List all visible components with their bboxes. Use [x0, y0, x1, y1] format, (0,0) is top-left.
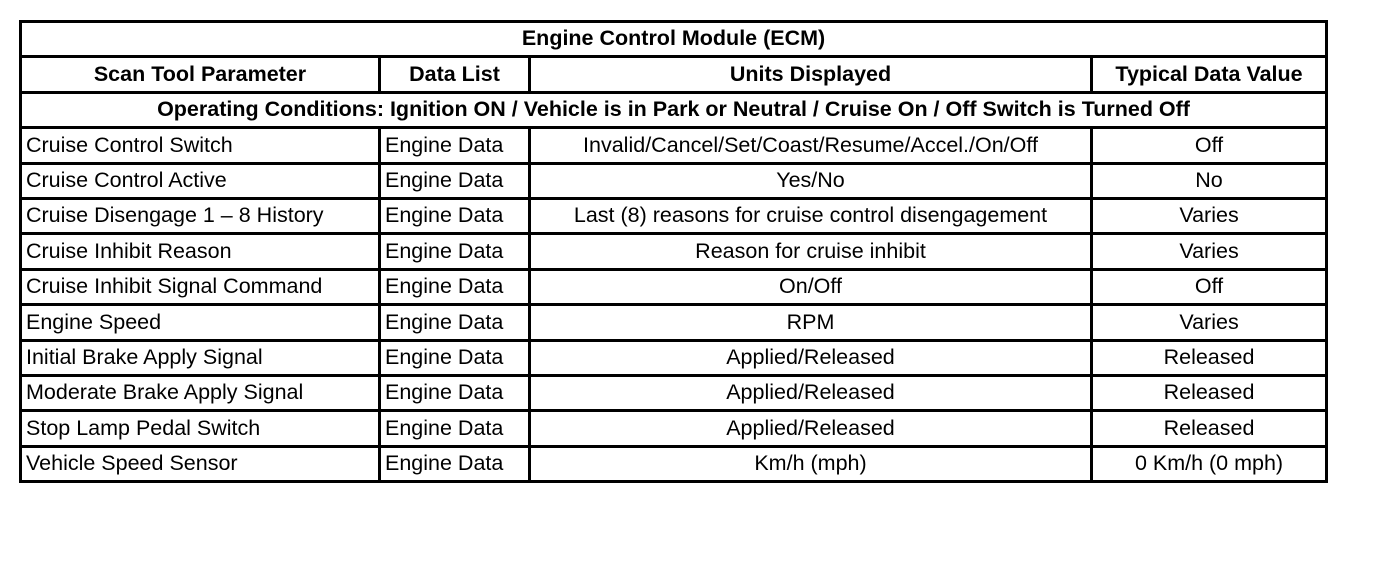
units-cell: Applied/Released	[530, 340, 1092, 375]
parameter-cell: Initial Brake Apply Signal	[21, 340, 380, 375]
header-row	[21, 57, 1327, 92]
typical-value-cell: Varies	[1092, 198, 1327, 233]
typical-value-cell: Off	[1092, 128, 1327, 163]
parameter-cell: Cruise Control Active	[21, 163, 380, 198]
table-row	[21, 269, 1327, 304]
title-row	[21, 22, 1327, 57]
table-row	[21, 305, 1327, 340]
data-list-cell: Engine Data	[380, 234, 530, 269]
parameter-cell: Cruise Inhibit Signal Command	[21, 269, 380, 304]
data-list-cell: Engine Data	[380, 128, 530, 163]
parameter-cell: Cruise Disengage 1 – 8 History	[21, 198, 380, 233]
typical-value-cell: 0 Km/h (0 mph)	[1092, 446, 1327, 481]
typical-value-cell: Varies	[1092, 305, 1327, 340]
units-cell: Yes/No	[530, 163, 1092, 198]
typical-value-cell: Off	[1092, 269, 1327, 304]
table-body	[21, 128, 1327, 482]
table-title: Engine Control Module (ECM)	[21, 22, 1327, 57]
conditions-row	[21, 92, 1327, 127]
units-cell: Invalid/Cancel/Set/Coast/Resume/Accel./On/Off	[530, 128, 1092, 163]
units-cell: Applied/Released	[530, 375, 1092, 410]
table-row	[21, 446, 1327, 481]
data-list-cell: Engine Data	[380, 163, 530, 198]
ecm-data-table	[19, 20, 1328, 483]
data-list-cell: Engine Data	[380, 446, 530, 481]
operating-conditions: Operating Conditions: Ignition ON / Vehicle is in Park or Neutral / Cruise On / Off Switch is Turned Off	[21, 92, 1327, 127]
units-cell: Km/h (mph)	[530, 446, 1092, 481]
units-cell: Reason for cruise inhibit	[530, 234, 1092, 269]
data-list-cell: Engine Data	[380, 305, 530, 340]
units-cell: Applied/Released	[530, 411, 1092, 446]
table-row	[21, 128, 1327, 163]
parameter-cell: Moderate Brake Apply Signal	[21, 375, 380, 410]
data-list-cell: Engine Data	[380, 340, 530, 375]
table-row	[21, 411, 1327, 446]
units-cell: RPM	[530, 305, 1092, 340]
units-cell: On/Off	[530, 269, 1092, 304]
data-list-cell: Engine Data	[380, 411, 530, 446]
header-typical-data-value: Typical Data Value	[1092, 57, 1327, 92]
typical-value-cell: Varies	[1092, 234, 1327, 269]
table-row	[21, 198, 1327, 233]
header-scan-tool-parameter: Scan Tool Parameter	[21, 57, 380, 92]
parameter-cell: Engine Speed	[21, 305, 380, 340]
header-data-list: Data List	[380, 57, 530, 92]
data-list-cell: Engine Data	[380, 375, 530, 410]
parameter-cell: Vehicle Speed Sensor	[21, 446, 380, 481]
table-row	[21, 340, 1327, 375]
header-units-displayed: Units Displayed	[530, 57, 1092, 92]
typical-value-cell: Released	[1092, 340, 1327, 375]
parameter-cell: Cruise Inhibit Reason	[21, 234, 380, 269]
typical-value-cell: Released	[1092, 411, 1327, 446]
table-row	[21, 375, 1327, 410]
table-row	[21, 163, 1327, 198]
parameter-cell: Stop Lamp Pedal Switch	[21, 411, 380, 446]
units-cell: Last (8) reasons for cruise control disengagement	[530, 198, 1092, 233]
table-row	[21, 234, 1327, 269]
typical-value-cell: No	[1092, 163, 1327, 198]
parameter-cell: Cruise Control Switch	[21, 128, 380, 163]
data-list-cell: Engine Data	[380, 269, 530, 304]
data-list-cell: Engine Data	[380, 198, 530, 233]
typical-value-cell: Released	[1092, 375, 1327, 410]
